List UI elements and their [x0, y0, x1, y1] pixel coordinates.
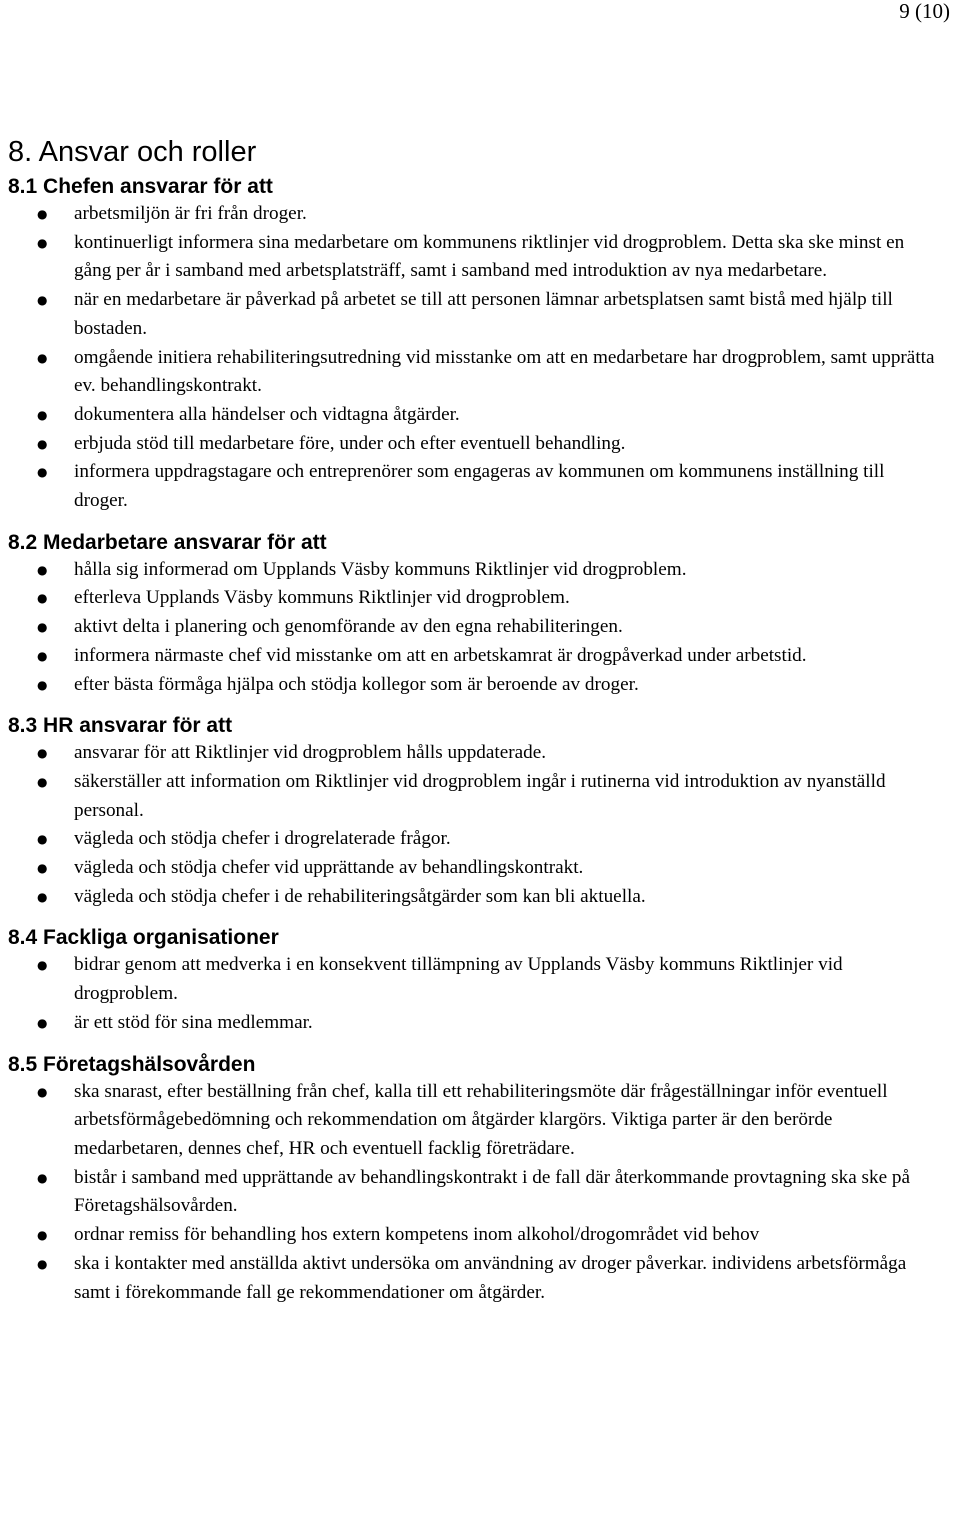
list-item-text: dokumentera alla händelser och vidtagna åtgärder.	[74, 403, 460, 425]
list-item-text: omgående initiera rehabiliteringsutredning vid misstanke om att en medarbetare har drogproblem, samt upprätta ev. behandlingskontrakt.	[74, 346, 935, 397]
bullet-icon: ●	[37, 207, 48, 221]
bullet-icon: ●	[37, 591, 48, 606]
bullet-icon: ●	[37, 832, 48, 847]
list-item-text: är ett stöd för sina medlemmar.	[74, 1011, 313, 1033]
bullet-icon: ●	[37, 1015, 48, 1030]
list-item	[8, 1221, 943, 1250]
list-item	[8, 854, 943, 883]
list-item-text: erbjuda stöd till medarbetare före, under och efter eventuell behandling.	[74, 432, 626, 454]
list-item-text: vägleda och stödja chefer i de rehabiliteringsåtgärder som kan bli aktuella.	[74, 885, 646, 907]
list-item	[8, 286, 943, 343]
list-item-text: hålla sig informerad om Upplands Väsby kommuns Riktlinjer vid drogproblem.	[74, 558, 687, 580]
list-item-text: vägleda och stödja chefer vid upprättande av behandlingskontrakt.	[74, 857, 584, 879]
section-8-5	[8, 1052, 943, 1308]
bullet-list	[8, 951, 943, 1037]
section-heading: 8.5 Företagshälsovården	[8, 1052, 256, 1076]
bullet-icon: ●	[37, 958, 48, 973]
list-item	[8, 642, 943, 671]
bullet-icon: ●	[37, 350, 48, 365]
bullet-list	[8, 200, 943, 516]
section-heading: 8.1 Chefen ansvarar för att	[8, 175, 273, 198]
section-heading: 8.3 HR ansvarar för att	[8, 714, 233, 738]
bullet-icon: ●	[37, 774, 48, 789]
section-8-1	[8, 174, 943, 516]
list-item	[8, 883, 943, 912]
list-item-text: när en medarbetare är påverkad på arbetet se till att personen lämnar arbetsplatsen samt bistå med hjälp till bostaden.	[74, 289, 893, 339]
list-item	[8, 739, 943, 768]
bullet-icon: ●	[37, 562, 48, 577]
list-item-text: kontinuerligt informera sina medarbetare om kommunens riktlinjer vid drogproblem. Detta ska ske minst en gång per år i samband med arbetsplatsträff, samt i samband med introduktion av nya medarbetare.	[74, 231, 905, 282]
bullet-icon: ●	[37, 436, 48, 451]
list-item	[8, 671, 943, 700]
bullet-icon: ●	[37, 746, 48, 761]
section-heading: 8.4 Fackliga organisationer	[8, 926, 279, 950]
bullet-list	[8, 1078, 943, 1308]
list-item	[8, 1164, 943, 1221]
list-item	[8, 825, 943, 854]
list-item	[8, 1078, 943, 1164]
list-item	[8, 951, 943, 1008]
list-item	[8, 584, 943, 613]
page-number: 9 (10)	[899, 0, 950, 23]
bullet-list	[8, 739, 943, 911]
section-heading: 8.2 Medarbetare ansvarar för att	[8, 530, 327, 554]
list-item-text: ansvarar för att Riktlinjer vid drogproblem hålls uppdaterade.	[74, 742, 547, 764]
bullet-icon: ●	[37, 648, 48, 663]
list-item	[8, 401, 943, 430]
list-item-text: informera uppdragstagare och entreprenörer som engageras av kommunen om kommunens inställning till droger.	[74, 461, 885, 512]
section-8-4	[8, 925, 943, 1037]
list-item-text: informera närmaste chef vid misstanke om att en arbetskamrat är drogpåverkad under arbetstid.	[74, 644, 807, 666]
list-item-text: efter bästa förmåga hjälpa och stödja kollegor som är beroende av droger.	[74, 673, 639, 695]
bullet-icon: ●	[37, 235, 48, 250]
list-item	[8, 458, 943, 515]
list-item-text: ordnar remiss för behandling hos extern kompetens inom alkohol/drogområdet vid behov	[74, 1224, 760, 1246]
list-item	[8, 430, 943, 459]
list-item-text: efterleva Upplands Väsby kommuns Riktlinjer vid drogproblem.	[74, 587, 570, 609]
bullet-list	[8, 556, 943, 700]
list-item	[8, 200, 943, 229]
bullet-icon: ●	[37, 677, 48, 692]
chapter-heading: 8. Ansvar och roller	[8, 136, 257, 168]
document-body	[8, 132, 943, 1307]
bullet-icon: ●	[37, 1256, 48, 1271]
list-item	[8, 344, 943, 401]
list-item	[8, 229, 943, 286]
bullet-icon: ●	[37, 889, 48, 904]
list-item-text: bidrar genom att medverka i en konsekvent tillämpning av Upplands Väsby kommuns Riktlinjer vid drogproblem.	[74, 954, 843, 1005]
list-item-text: arbetsmiljön är fri från droger.	[74, 203, 307, 224]
bullet-icon: ●	[37, 861, 48, 876]
section-8-2	[8, 530, 943, 700]
list-item	[8, 556, 943, 585]
list-item-text: aktivt delta i planering och genomförande av den egna rehabiliteringen.	[74, 616, 623, 638]
list-item-text: bistår i samband med upprättande av behandlingskontrakt i de fall där återkommande provtagning ska ske på Företagshälsovården.	[74, 1166, 911, 1217]
list-item	[8, 1009, 943, 1038]
list-item-text: säkerställer att information om Riktlinjer vid drogproblem ingår i rutinerna vid introduktion av nyanställd personal.	[74, 770, 886, 821]
list-item-text: ska i kontakter med anställda aktivt undersöka om användning av droger påverkar. individens arbetsförmåga samt i förekommande fall ge rekommendationer om åtgärder.	[74, 1252, 907, 1303]
bullet-icon: ●	[37, 407, 48, 422]
list-item	[8, 613, 943, 642]
bullet-icon: ●	[37, 293, 48, 308]
bullet-icon: ●	[37, 465, 48, 480]
section-8-3	[8, 713, 943, 911]
list-item-text: vägleda och stödja chefer i drogrelaterade frågor.	[74, 828, 451, 850]
bullet-icon: ●	[37, 1170, 48, 1185]
list-item	[8, 1250, 943, 1307]
bullet-icon: ●	[37, 1084, 48, 1099]
bullet-icon: ●	[37, 1228, 48, 1243]
list-item	[8, 768, 943, 825]
bullet-icon: ●	[37, 620, 48, 635]
list-item-text: ska snarast, efter beställning från chef, kalla till ett rehabiliteringsmöte där frågeställningar inför eventuell arbetsförmågebedömning och rekommendation om åtgärder klargörs. Viktiga parter är den berörde medarbetaren, dennes chef, HR och eventuell facklig företrädare.	[74, 1080, 888, 1159]
